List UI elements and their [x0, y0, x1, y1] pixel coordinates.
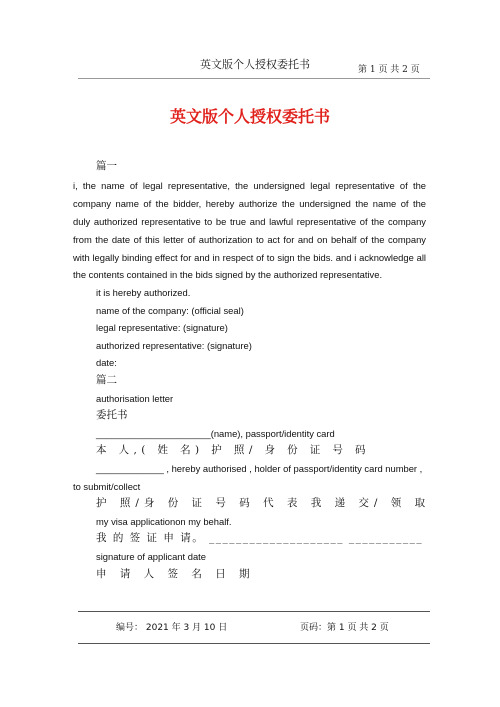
paragraph-line: duly authorized representative to be true and lawful representative of the company [73, 216, 426, 227]
name-passport-line: ______________________(name), passport/identity card [96, 428, 335, 439]
paragraph-line: with legally binding effect for and in respect of to sign the bids. and i acknowledge all [73, 252, 426, 263]
authorized-representative-line: authorized representative: (signature) [96, 340, 252, 351]
paragraph-line: i, the name of legal representative, the undersigned legal representative of the [73, 180, 426, 191]
paragraph-line: company name of the bidder, hereby authorize the undersigned the name of the [73, 198, 426, 209]
submit-collect-line-chinese: 护 照/身 份 证 号 码 代 表 我 递 交/ 领 取 [96, 497, 431, 509]
footer-number-date: 编号： 2021 年 3 月 10 日 [116, 623, 228, 633]
authorized-statement: it is hereby authorized. [96, 287, 191, 298]
letter-title-chinese: 委托书 [96, 409, 128, 421]
date-line: date: [96, 357, 117, 368]
submit-collect-line: to submit/collect [73, 481, 141, 492]
running-header-title: 英文版个人授权委托书 [200, 58, 310, 71]
visa-application-line: my visa applicationon my behalf. [96, 516, 232, 527]
footer-page-number: 页码：第 1 页 共 2 页 [300, 623, 389, 633]
document-title: 英文版个人授权委托书 [169, 107, 330, 126]
footer-divider-bottom [78, 643, 430, 644]
section-heading-1: 篇一 [96, 160, 117, 172]
company-name-line: name of the company: (official seal) [96, 305, 244, 316]
paragraph-line: the contents contained in the bids signed by the authorized representative. [73, 269, 383, 280]
section-heading-2: 篇二 [96, 374, 117, 386]
authorised-holder-line: _____________ , hereby authorised , holder of passport/identity card number , [96, 463, 423, 474]
signature-date-line-chinese: 申 请 人 签 名 日 期 [96, 568, 255, 580]
legal-representative-line: legal representative: (signature) [96, 322, 228, 333]
paragraph-line: from the date of this letter of authorization to act for and on behalf of the company [73, 234, 426, 245]
visa-application-line-chinese: 我 的 签 证 申 请。 ____________________ ___________ [96, 532, 424, 544]
signature-date-line: signature of applicant date [96, 551, 206, 562]
running-header-page-indicator: 第 1 页 共 2 页 [358, 65, 420, 75]
letter-title-english: authorisation letter [96, 393, 174, 404]
footer-divider-top [78, 611, 430, 612]
name-passport-line-chinese: 本 人,( 姓 名) 护 照/ 身 份 证 号 码 [96, 444, 370, 456]
